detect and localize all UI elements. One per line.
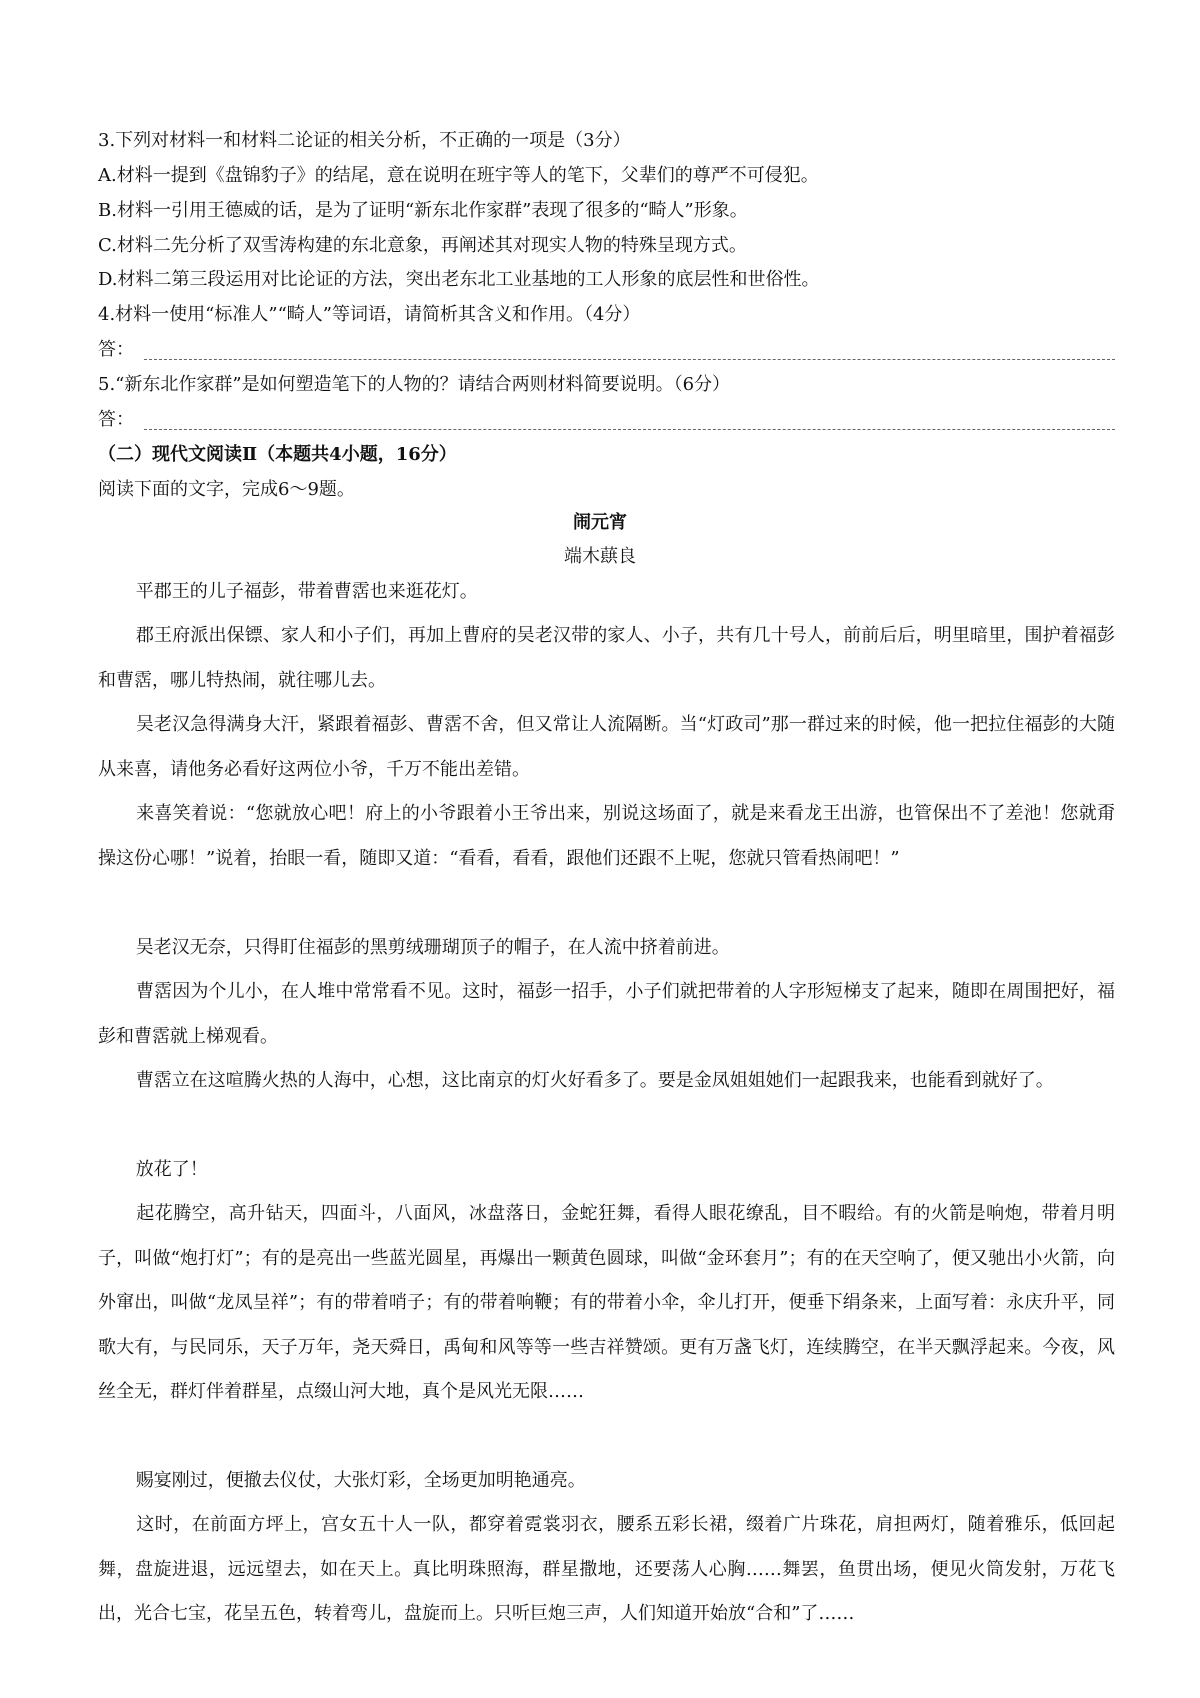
article-paragraph: 放花了！ <box>135 1159 208 1180</box>
article-paragraph: 吴老汉无奈，只得盯住福彭的黑剪绒珊瑚顶子的帽子，在人流中挤着前进。 <box>135 937 730 958</box>
question-3-option-b: B.材料一引用王德威的话，是为了证明“新东北作家群”表现了很多的“畸人”形象。 <box>98 200 748 221</box>
section-instruction: 阅读下面的文字，完成6～9题。 <box>98 479 355 500</box>
article-paragraph: 曹霑立在这喧腾火热的人海中，心想，这比南京的灯火好看多了。要是金凤姐姐她们一起跟我来，也能看到就好了。 <box>135 1070 1054 1091</box>
question-5-answer-line[interactable] <box>98 407 1115 433</box>
answer-rule <box>144 429 1115 430</box>
answer-label: 答： <box>98 409 134 430</box>
answer-rule <box>144 359 1115 360</box>
article-paragraph: 郡王府派出保镖、家人和小子们，再加上曹府的吴老汉带的家人、小子，共有几十号人，前前后后，明里暗里，围护着福彭和曹霑，哪儿特热闹，就往哪儿去。 <box>98 625 1115 691</box>
question-3-option-a: A.材料一提到《盘锦豹子》的结尾，意在说明在班宇等人的笔下，父辈们的尊严不可侵犯。 <box>98 165 819 186</box>
question-3-stem: 3.下列对材料一和材料二论证的相关分析，不正确的一项是（3分） <box>98 130 631 151</box>
question-5-stem: 5.“新东北作家群”是如何塑造笔下的人物的？请结合两则材料简要说明。（6分） <box>98 374 731 395</box>
article-paragraph: 曹霑因为个儿小，在人堆中常常看不见。这时，福彭一招手，小子们就把带着的人字形短梯支了起来，随即在周围把好，福彭和曹霑就上梯观看。 <box>98 981 1115 1047</box>
article-paragraph: 赐宴刚过，便撤去仪仗，大张灯彩，全场更加明艳通亮。 <box>135 1470 586 1491</box>
article-paragraph: 来喜笑着说：“您就放心吧！府上的小爷跟着小王爷出来，别说这场面了，就是来看龙王出游，也管保出不了差池！您就甭操这份心哪！”说着，抬眼一看，随即又道：“看看，看看，跟他们还跟不上呢，您就只管看热闹吧！” <box>98 803 1115 869</box>
question-3-option-c: C.材料二先分析了双雪涛构建的东北意象，再阐述其对现实人物的特殊呈现方式。 <box>98 235 747 256</box>
question-3-option-d: D.材料二第三段运用对比论证的方法，突出老东北工业基地的工人形象的底层性和世俗性。 <box>98 269 820 290</box>
article-paragraph: 这时，在前面方坪上，宫女五十人一队，都穿着霓裳羽衣，腰系五彩长裙，缀着广片珠花，肩担两灯，随着雅乐，低回起舞，盘旋进退，远远望去，如在天上。真比明珠照海，群星撒地，还要荡人心胸……舞罢，鱼贯出场，便见火筒发射，万花飞出，光合七宝，花呈五色，转着弯儿，盘旋而上。只听巨炮三声，人们知道开始放“合和”了…… <box>98 1514 1115 1624</box>
article-paragraph: 吴老汉急得满身大汗，紧跟着福彭、曹霑不舍，但又常让人流隔断。当“灯政司”那一群过来的时候，他一把拉住福彭的大随从来喜，请他务必看好这两位小爷，千万不能出差错。 <box>98 714 1115 780</box>
answer-label: 答： <box>98 339 134 360</box>
question-4-stem: 4.材料一使用“标准人”“畸人”等词语，请简析其含义和作用。（4分） <box>98 304 641 325</box>
article-paragraph: 平郡王的儿子福彭，带着曹霑也来逛花灯。 <box>135 581 478 602</box>
question-4-answer-line[interactable] <box>98 337 1115 363</box>
article-title: 闹元宵 <box>573 512 627 533</box>
section-heading: （二）现代文阅读Ⅱ（本题共4小题，16分） <box>98 444 457 465</box>
article-author: 端木蕻良 <box>564 546 636 567</box>
article-paragraph: 起花腾空，高升钻天，四面斗，八面风，冰盘落日，金蛇狂舞，看得人眼花缭乱，目不暇给。有的火箭是响炮，带着月明子，叫做“炮打灯”；有的是亮出一些蓝光圆星，再爆出一颗黄色圆球，叫做“金环套月”；有的在天空响了，便又驰出小火箭，向外窜出，叫做“龙凤呈祥”；有的带着哨子；有的带着响鞭；有的带着小伞，伞儿打开，便垂下绢条来，上面写着：永庆升平，同歌大有，与民同乐，天子万年，尧天舜日，禹甸和风等等一些吉祥赞颂。更有万盏飞灯，连续腾空，在半天飘浮起来。今夜，风丝全无，群灯伴着群星，点缀山河大地，真个是风光无限…… <box>98 1203 1115 1402</box>
